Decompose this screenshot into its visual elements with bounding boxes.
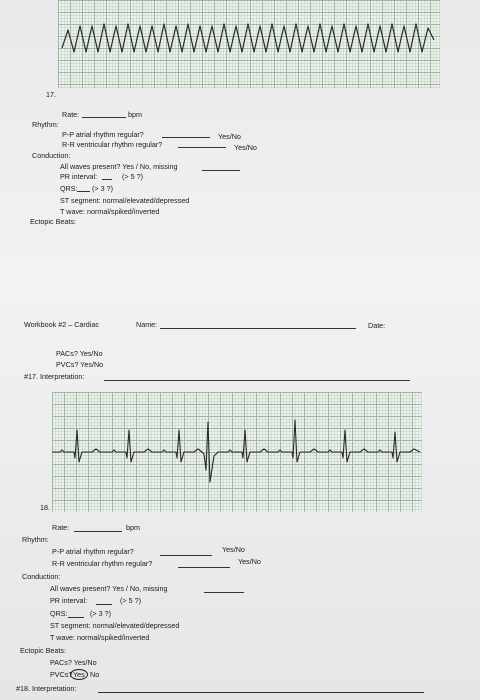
pp-question-18: P-P atrial rhythm regular? [52, 547, 134, 556]
ecg-strip-18 [52, 392, 422, 512]
ecg-trace-17 [58, 0, 440, 88]
rr-question-17: R-R ventricular rhythm regular? [62, 140, 163, 149]
st-question-17: ST segment: normal/elevated/depressed [60, 196, 190, 205]
interpretation-field-17[interactable] [104, 380, 410, 381]
name-field[interactable] [160, 328, 356, 329]
pr-label-17: PR interval: [60, 172, 98, 181]
waves-question-18: All waves present? Yes / No, missing [50, 584, 168, 593]
st-question-18: ST segment: normal/elevated/depressed [50, 621, 180, 630]
rhythm-label-17: Rhythm: [32, 120, 59, 129]
rhythm-label-18: Rhythm: [22, 535, 49, 544]
qrs-hint-17: (> 3 ?) [92, 184, 113, 193]
date-label: Date: [368, 321, 386, 330]
qrs-field-18[interactable] [68, 617, 84, 618]
rate-field-17[interactable] [82, 117, 126, 118]
conduction-label-17: Conduction: [32, 151, 71, 160]
rr-field-18[interactable] [178, 567, 230, 568]
waves-question-17: All waves present? Yes / No, missing [60, 162, 178, 171]
pp-options-18: Yes/No [222, 545, 245, 554]
workbook-title: Workbook #2 – Cardiac [24, 320, 99, 329]
ecg-trace-18 [52, 392, 422, 512]
waves-missing-field-18[interactable] [204, 592, 244, 593]
qrs-label-17: QRS: [60, 184, 78, 193]
ectopic-label-17: Ectopic Beats: [30, 217, 76, 226]
qrs-label-18: QRS: [50, 609, 68, 618]
name-label: Name: [136, 320, 158, 329]
conduction-label-18: Conduction: [22, 572, 61, 581]
pr-hint-17: (> 5 ?) [122, 172, 143, 181]
rate-unit-18: bpm [126, 523, 140, 532]
pr-label-18: PR interval: [50, 596, 88, 605]
yes-circled-mark-icon [70, 669, 88, 680]
qrs-hint-18: (> 3 ?) [90, 609, 111, 618]
pp-question-17: P-P atrial rhythm regular? [62, 130, 144, 139]
interpretation-label-17: #17. Interpretation: [24, 372, 85, 381]
ectopic-label-18: Ectopic Beats: [20, 646, 66, 655]
interpretation-field-18[interactable] [98, 692, 424, 693]
rate-label-17: Rate: [62, 110, 80, 119]
pvcs-question-18: PVCs? [50, 670, 73, 679]
waves-missing-field-17[interactable] [202, 170, 240, 171]
pvcs-yes-18: Yes [73, 670, 85, 679]
pr-field-18[interactable] [96, 604, 112, 605]
ecg-strip-17 [58, 0, 440, 88]
interpretation-label-18: #18. Interpretation: [16, 684, 77, 693]
pr-field-17[interactable] [102, 179, 112, 180]
pp-field-18[interactable] [160, 555, 212, 556]
rr-field-17[interactable] [178, 147, 226, 148]
rr-options-17: Yes/No [234, 143, 257, 152]
rr-options-18: Yes/No [238, 557, 261, 566]
pp-options-17: Yes/No [218, 132, 241, 141]
rate-unit-17: bpm [128, 110, 142, 119]
pacs-question-18: PACs? Yes/No [50, 658, 97, 667]
pvcs-question-17: PVCs? Yes/No [56, 360, 104, 369]
rr-question-18: R-R ventricular rhythm regular? [52, 559, 153, 568]
pvcs-no-18: No [90, 670, 100, 679]
rate-field-18[interactable] [74, 531, 122, 532]
twave-question-17: T wave: normal/spiked/inverted [60, 207, 160, 216]
pr-hint-18: (> 5 ?) [120, 596, 141, 605]
qrs-field-17[interactable] [77, 191, 90, 192]
strip-number-17: 17. [46, 90, 56, 99]
twave-question-18: T wave: normal/spiked/inverted [50, 633, 150, 642]
rate-label-18: Rate: [52, 523, 70, 532]
pp-field-17[interactable] [162, 137, 210, 138]
pacs-question-17: PACs? Yes/No [56, 349, 103, 358]
strip-number-18: 18. [40, 503, 50, 512]
